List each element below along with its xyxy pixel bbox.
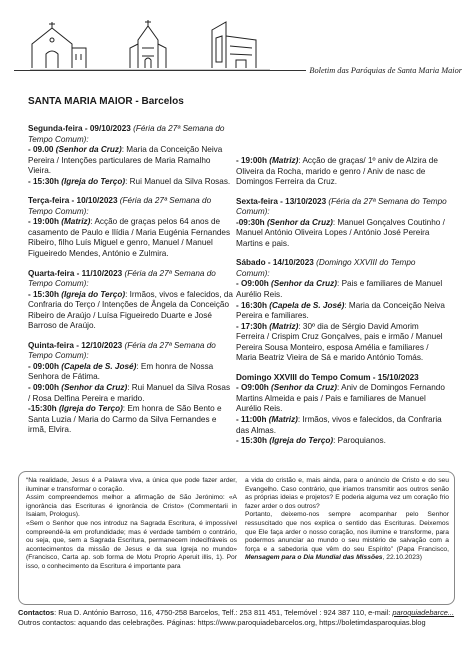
mass-time: -09:30h — [236, 217, 265, 227]
contacts-label: Contactos — [18, 608, 55, 617]
day-block — [236, 156, 447, 188]
mass-time: - 17:30h — [236, 321, 267, 331]
mass-time: - 15:30h — [28, 176, 59, 186]
mass-place: (Igreja do Terço) — [61, 289, 126, 299]
day-date: Quarta-feira - 11/10/2023 — [28, 268, 123, 278]
mass-time: - 09:00h — [28, 383, 59, 393]
mass-time: - 19:00h — [28, 217, 59, 227]
mass-intentions: : Aniv de Domingos Fernando Martins Almeida e pais / Pais e familiares de Manuel Aurélio Reis. — [236, 383, 445, 414]
mass-entry — [28, 145, 233, 177]
mass-place: (Senhor da Cruz) — [55, 145, 122, 155]
mass-intentions: : Em honra de Nossa Senhora de Fátima. — [28, 361, 214, 382]
mass-intentions: : Acção de graças pelos 64 anos de casamento de Paulo e Ilídia / Maria Eugénia Fernandes Ribeiro, filho Luís Miguel e genro, Manuel / Manuel Figueiredo Mendes, António e Zulmira. — [28, 217, 231, 259]
day-date: Terça-feira - 10/10/2023 — [28, 196, 118, 206]
contacts-text: : Rua D. António Barroso, 116, 4750-258 Barcelos, Telf.: 253 811 451, Telemóvel : 924 387 110, e-mail: — [54, 608, 393, 617]
church-sketch-illustration — [30, 18, 270, 76]
day-liturgical-note: (Féria da 27ª Semana do Tempo Comum): — [28, 196, 212, 216]
mass-time: - 15:30h — [236, 436, 267, 446]
day-heading — [28, 124, 233, 145]
quote-box — [18, 471, 455, 605]
mass-place: (Igreja do Terço) — [61, 176, 126, 186]
mass-intentions: : Irmãos, vivos e falecidos, da Confraria do Terço / Intenções de Ângela da Conceição Ribeiro de Araújo / Luísa Figueiredo Duarte e José Barroso de Araújo. — [28, 289, 233, 331]
mass-place: (Senhor da Cruz) — [266, 217, 333, 227]
day-heading — [28, 341, 233, 362]
mass-place: (Senhor da Cruz) — [271, 279, 338, 289]
day-block — [28, 124, 233, 187]
mass-entry — [236, 156, 447, 188]
day-block — [236, 373, 447, 447]
mass-entry — [236, 279, 447, 300]
quote-date: , 22.10.2023) — [382, 554, 422, 562]
quote-paragraph: “Na realidade, Jesus é a Palavra viva, a única que pode fazer arder, iluminar e transformar o coração. — [26, 477, 237, 493]
day-date: Domingo XXVIII do Tempo Comum - 15/10/2023 — [236, 372, 419, 382]
quote-paragraph: «Sem o Senhor que nos introduz na Sagrada Escritura, é impossível compreendê-la em profundidade; mas é verdade também o contrário, ou seja, que, sem a Sagrada Escritura, permanecem indecifráveis os acontecimentos da missão de Jesus e da sua Igreja no mundo» (Francisco, Carta ap. sob forma de Motu Proprio Aperuit illis, 1). Por isso, o conhecimento da Escritura é importante para — [26, 519, 237, 570]
day-liturgical-note: (Féria da 27ª Semana do Tempo Comum): — [236, 196, 447, 217]
mass-intentions: : Em honra de São Bento e Santa Luzia / Maria do Carmo da Silva Fernandes e irmã, Elvira. — [28, 404, 222, 435]
mass-entry — [236, 218, 447, 250]
mass-entry — [28, 404, 233, 436]
day-block — [28, 269, 233, 332]
mass-place: (Igreja do Terço) — [58, 404, 123, 414]
day-date: Sábado - 14/10/2023 — [236, 258, 314, 268]
mass-intentions: : Manuel Gonçalves Coutinho / Manuel António Oliveira Lopes / António José Pereira Martins e pais. — [236, 217, 445, 248]
mass-time: - 19:00h — [236, 156, 267, 165]
mass-place: (Matriz) — [269, 156, 299, 165]
mass-entry — [236, 301, 447, 322]
day-date: Quinta-feira - 12/10/2023 — [28, 340, 123, 350]
quote-paragraph: Assim compreendemos melhor a afirmação de São Jerónimo: «A ignorância das Escrituras é ignorância de Cristo» (Commentarii in Isaiam, Prologus). — [26, 494, 237, 519]
mass-time: -15:30h — [28, 404, 57, 414]
parish-title: SANTA MARIA MAIOR - Barcelos — [28, 96, 184, 107]
quote-right-column — [245, 477, 449, 563]
day-heading — [236, 197, 447, 218]
day-date: Segunda-feira - 09/10/2023 — [28, 124, 131, 133]
mass-entry — [28, 362, 233, 383]
day-liturgical-note: (Féria da 27ª Semana do Tempo Comum): — [28, 340, 216, 361]
mass-intentions: : Paroquianos. — [333, 436, 386, 446]
quote-left-column — [26, 477, 237, 572]
quote-source: Mensagem para o Dia Mundial das Missões — [245, 554, 383, 562]
mass-intentions: : Maria da Conceição Neiva Pereira / Intenções particulares de Maria Ramalho Vieira. — [28, 145, 223, 176]
mass-place: (Matriz) — [61, 217, 91, 227]
day-date: Sexta-feira - 13/10/2023 — [236, 196, 327, 206]
mass-time: - 15:30h — [28, 289, 59, 299]
bulletin-title: Boletim das Paróquias de Santa Maria Maior — [306, 66, 465, 75]
day-liturgical-note: (Féria da 27ª Semana do Tempo Comum): — [28, 124, 225, 144]
mass-place: (Matriz) — [269, 321, 299, 331]
mass-entry — [28, 383, 233, 404]
day-liturgical-note: (Domingo XXVIII do Tempo Comum): — [236, 258, 416, 278]
day-heading — [28, 269, 233, 290]
mass-place: (Capela de S. José) — [269, 300, 345, 310]
day-liturgical-note: (Féria da 27ª Semana do Tempo Comum): — [28, 268, 216, 289]
mass-intentions: : Rui Manuel da Silva Rosas / Rosa Delfina Pereira e marido. — [28, 383, 231, 403]
header — [0, 0, 473, 92]
email-link[interactable]: paroquiadebarce... — [392, 608, 455, 617]
footer — [18, 608, 468, 628]
mass-place: (Senhor da Cruz) — [271, 383, 338, 393]
mass-time: - 16:30h — [236, 300, 267, 310]
schedule-column-right — [236, 156, 447, 456]
mass-intentions: : Acção de graças/ 1º aniv de Alzira de Oliveira da Rocha, marido e genro / Aniv de nasc de Domingos Ferreira da Cruz. — [236, 156, 438, 187]
mass-entry — [236, 322, 447, 364]
mass-time: - 11:00h — [236, 415, 267, 425]
mass-time: - 09:00h — [28, 361, 59, 371]
mass-intentions: : Pais e familiares de Manuel Aurélio Reis. — [236, 279, 443, 300]
quote-paragraph: a vida do cristão e, mais ainda, para o anúncio de Cristo e do seu Evangelho. Caso contrário, que iríamos transmitir aos outros senão as próprias ideias e projetos? E poderia alguma vez um coração frio fazer arder o dos outros? Portanto, deixemo-nos sempre acompanhar pelo Senhor ressuscitado que nos explica o sentido das Escrituras. Deixemos que Ele faça arder o nosso coração, nos ilumine e transforme, para podermos anunciar ao mundo o seu mistério de salvação com a força e a sabedoria que vêm do seu Espírito” (Papa Francisco, — [245, 477, 449, 553]
mass-intentions: : Rui Manuel da Silva Rosas. — [125, 176, 231, 186]
other-contacts-line: Outros contactos: aquando das celebrações. Páginas: https://www.paroquiadebarcelos.org, https://boletimdasparoquias.blog — [18, 618, 426, 627]
mass-time: - 09.00 — [28, 145, 54, 155]
day-block — [28, 341, 233, 436]
mass-entry — [236, 436, 447, 447]
mass-intentions: : Maria da Conceição Neiva Pereira e familiares. — [236, 300, 445, 321]
mass-entry — [28, 177, 233, 188]
day-heading — [236, 373, 447, 384]
day-heading — [236, 258, 447, 279]
mass-entry — [236, 415, 447, 436]
mass-entry — [28, 217, 233, 259]
mass-place: (Senhor da Cruz) — [61, 383, 128, 393]
schedule-column-left — [28, 124, 233, 445]
mass-entry — [236, 383, 447, 415]
day-block — [236, 258, 447, 363]
mass-place: (Igreja do Terço) — [269, 436, 334, 446]
day-heading — [28, 196, 233, 217]
mass-intentions: : Irmãos, vivos e falecidos, da Confraria das Almas. — [236, 415, 442, 435]
day-block — [236, 197, 447, 250]
contacts-line — [18, 608, 468, 618]
mass-entry — [28, 290, 233, 332]
mass-time: - O9:00h — [236, 383, 269, 393]
mass-intentions: : 30º dia de Sérgio David Amorim Ferreira / Crispim Cruz Gonçalves, pais e irmão / Manuel Pereira Sousa Monteiro, esposa Amélia e familiares / Maria Beatriz Vieira de Sá e marido António Tomás. — [236, 321, 443, 363]
day-block — [28, 196, 233, 259]
mass-time: - O9:00h — [236, 279, 269, 289]
mass-place: (Capela de S. José) — [61, 361, 137, 371]
mass-place: (Matriz) — [268, 415, 298, 425]
